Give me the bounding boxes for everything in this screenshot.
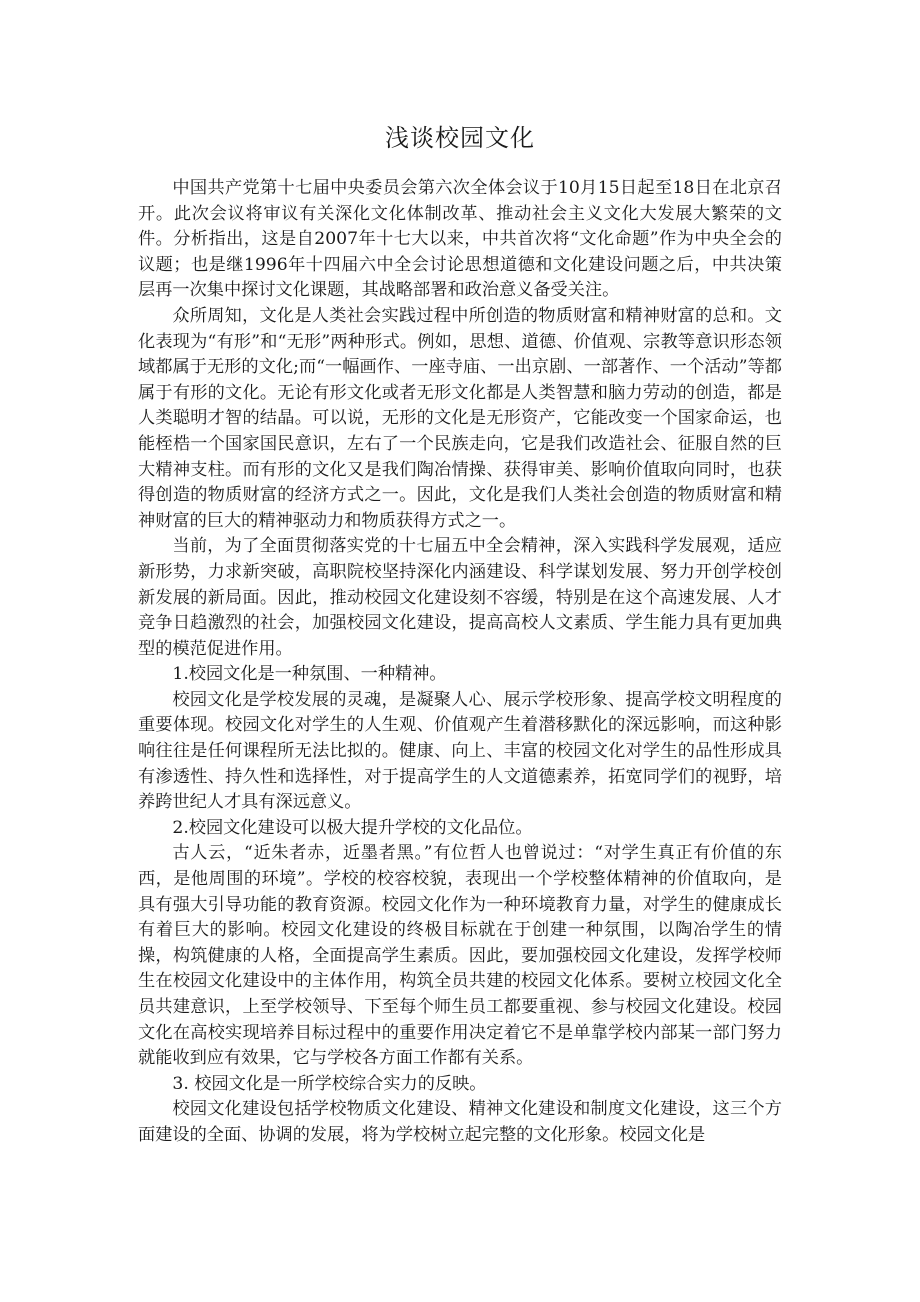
paragraph-section-3: 校园文化建设包括学校物质文化建设、精神文化建设和制度文化建设，这三个方面建设的全面、协调的发展，将为学校树立起完整的文化形象。校园文化是 bbox=[138, 1099, 782, 1145]
paragraph-section-1: 校园文化是学校发展的灵魂，是凝聚人心、展示学校形象、提高学校文明程度的重要体现。校园文化对学生的人生观、价值观产生着潜移默化的深远影响，而这种影响往往是任何课程所无法比拟的。健康、向上、丰富的校园文化对学生的品性形成具有渗透性、持久性和选择性，对于提高学生的人文道德素养，拓宽同学们的视野，培养跨世纪人才具有深远意义。 bbox=[138, 689, 782, 813]
paragraph-section-2: 古人云，“近朱者赤，近墨者黑。”有位哲人也曾说过：“对学生真正有价值的东西，是他周围的环境”。学校的校容校貌，表现出一个学校整体精神的价值取向，是具有强大引导功能的教育资源。校园文化作为一种环境教育力量，对学生的健康成长有着巨大的影响。校园文化建设的终极目标就在于创建一种氛围，以陶冶学生的情操，构筑健康的人格，全面提高学生素质。因此，要加强校园文化建设，发挥学校师生在校园文化建设中的主体作用，构筑全员共建的校园文化体系。要树立校园文化全员共建意识，上至学校领导、下至每个师生员工都要重视、参与校园文化建设。校园文化在高校实现培养目标过程中的重要作用决定着它不是单靠学校内部某一部门努力就能收到应有效果，它与学校各方面工作都有关系。 bbox=[138, 843, 782, 1069]
section-heading-1: 1.校园文化是一种氛围、一种精神。 bbox=[172, 664, 447, 685]
document-page bbox=[138, 0, 782, 1149]
paragraph-culture-definition: 众所周知，文化是人类社会实践过程中所创造的物质财富和精神财富的总和。文化表现为“有形”和“无形”两种形式。例如，思想、道德、价值观、宗教等意识形态领域都属于无形的文化;而“一幅画作、一座寺庙、一出京剧、一部著作、一个活动”等都属于有形的文化。无论有形文化或者无形文化都是人类智慧和脑力劳动的创造，都是人类聪明才智的结晶。可以说，无形的文化是无形资产，它能改变一个国家命运，也能桎梏一个国家国民意识，左右了一个民族走向，它是我们改造社会、征服自然的巨大精神支柱。而有形的文化又是我们陶冶情操、获得审美、影响价值取向同时，也获得创造的物质财富的经济方式之一。因此，文化是我们人类社会创造的物质财富和精神财富的巨大的精神驱动力和物质获得方式之一。 bbox=[138, 305, 782, 531]
section-heading-2: 2.校园文化建设可以极大提升学校的文化品位。 bbox=[172, 817, 533, 838]
section-heading-3: 3. 校园文化是一所学校综合实力的反映。 bbox=[172, 1073, 487, 1094]
paragraph-current-context: 当前，为了全面贯彻落实党的十七届五中全会精神，深入实践科学发展观，适应新形势，力求新突破，高职院校坚持深化内涵建设、科学谋划发展、努力开创学校创新发展的新局面。因此，推动校园文化建设刻不容缓，特别是在这个高速发展、人才竞争日趋激烈的社会，加强校园文化建设，提高高校人文素质、学生能力具有更加典型的模范促进作用。 bbox=[138, 536, 782, 659]
document-body bbox=[138, 176, 782, 1149]
paragraph-intro: 中国共产党第十七届中央委员会第六次全体会议于10月15日起至18日在北京召开。此次会议将审议有关深化文化体制改革、推动社会主义文化大发展大繁荣的文件。分析指出，这是自2007年十七大以来，中共首次将“文化命题”作为中央全会的议题；也是继1996年十四届六中全会讨论思想道德和文化建设问题之后，中共决策层再一次集中探讨文化课题，其战略部署和政治意义备受关注。 bbox=[138, 178, 782, 301]
document-title: 浅谈校园文化 bbox=[385, 124, 535, 152]
